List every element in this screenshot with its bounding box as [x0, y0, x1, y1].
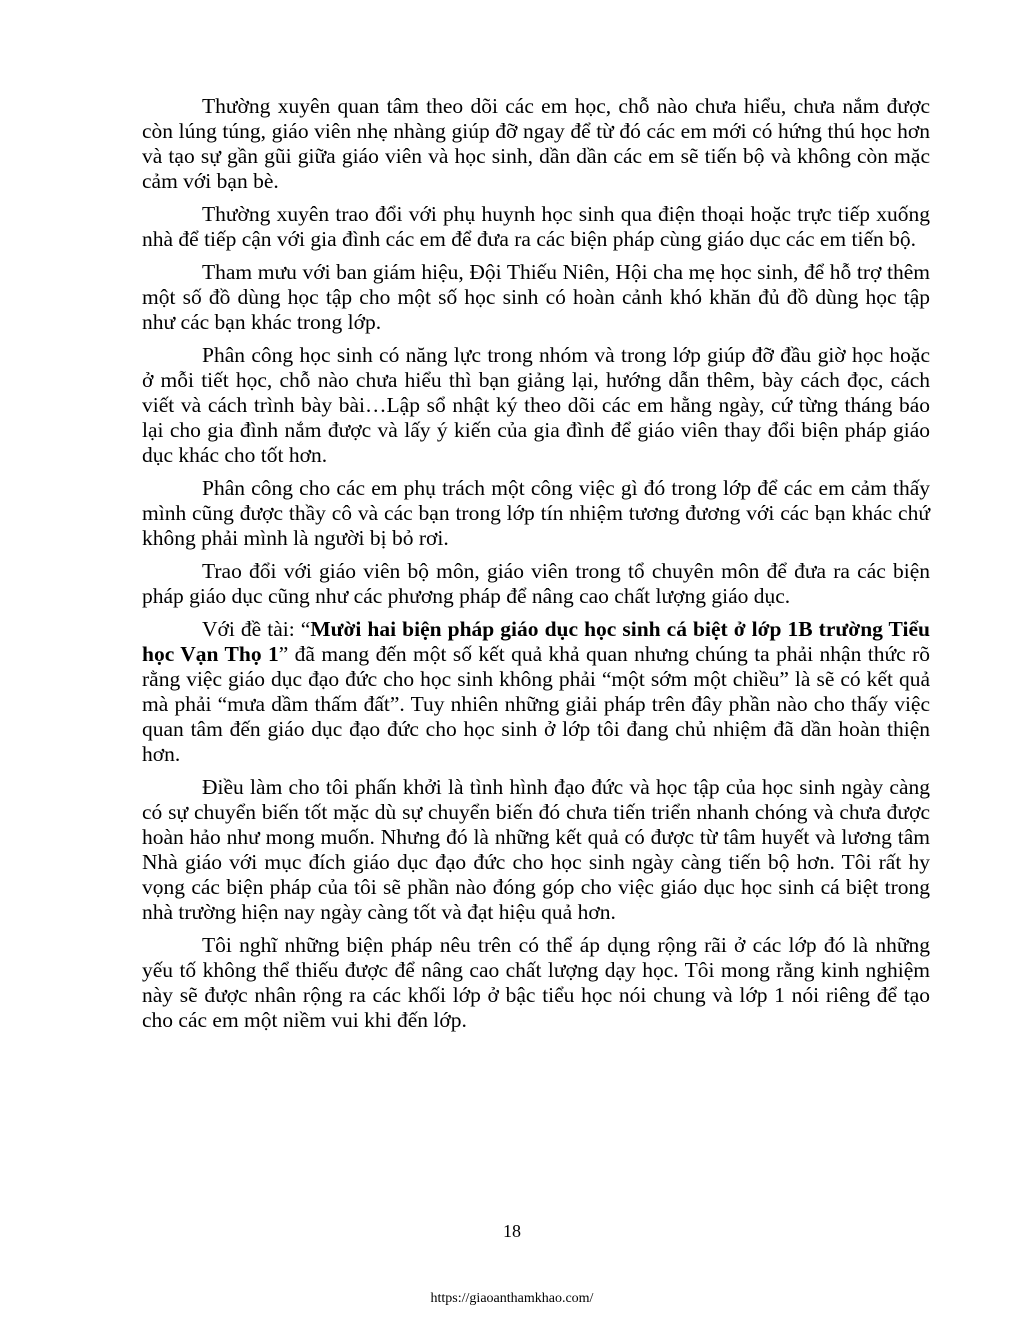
footer-url: https://giaoanthamkhao.com/: [430, 1291, 594, 1306]
topic-title: Mười hai biện pháp giáo dục học sinh cá biệt ở lớp 1B trường Tiểu học Vạn Thọ 1: [142, 617, 930, 666]
paragraph: Tham mưu với ban giám hiệu, Đội Thiếu Niên, Hội cha mẹ học sinh, để hỗ trợ thêm một số đồ dùng học tập cho một số học sinh có hoàn cảnh khó khăn đủ đồ dùng học tập như các bạn khác trong lớp.: [142, 260, 930, 334]
document-body: [142, 94, 930, 1041]
paragraph: Tôi nghĩ những biện pháp nêu trên có thể áp dụng rộng rãi ở các lớp đó là những yếu tố không thể thiếu được để nâng cao chất lượng dạy học. Tôi mong rằng kinh nghiệm này sẽ được nhân rộng ra các khối lớp ở bậc tiểu học nói chung và lớp 1 nói riêng để tạo cho các em một niềm vui khi đến lớp.: [142, 933, 930, 1032]
topic-paragraph: [142, 617, 930, 767]
paragraph: Phân công học sinh có năng lực trong nhóm và trong lớp giúp đỡ đầu giờ học hoặc ở mỗi tiết học, chỗ nào chưa hiểu thì bạn giảng lại, hướng dẫn thêm, bày cách đọc, cách viết và cách trình bày bài…Lập sổ nhật ký theo dõi các em hằng ngày, cứ từng tháng báo lại cho gia đình nắm được và lấy ý kiến của gia đình để giáo viên thay đổi biện pháp giáo dục khác cho tốt hơn.: [142, 343, 930, 467]
paragraph: Thường xuyên quan tâm theo dõi các em học, chỗ nào chưa hiểu, chưa nắm được còn lúng túng, giáo viên nhẹ nhàng giúp đỡ ngay để từ đó các em mới có hứng thú học hơn và tạo sự gần gũi giữa giáo viên và học sinh, dần dần các em sẽ tiến bộ và không còn mặc cảm với bạn bè.: [142, 94, 930, 193]
page-number: 18: [503, 1221, 521, 1241]
paragraph: Điều làm cho tôi phấn khởi là tình hình đạo đức và học tập của học sinh ngày càng có sự chuyển biến tốt mặc dù sự chuyển biến đó chưa tiến triển nhanh chóng và chưa được hoàn hảo như mong muốn. Nhưng đó là những kết quả có được từ tâm huyết và lương tâm Nhà giáo với mục đích giáo dục đạo đức cho học sinh ngày càng tiến bộ hơn. Tôi rất hy vọng các biện pháp của tôi sẽ phần nào đóng góp cho việc giáo dục học sinh cá biệt trong nhà trường hiện nay ngày càng tốt và đạt hiệu quả hơn.: [142, 775, 930, 924]
paragraph: Phân công cho các em phụ trách một công việc gì đó trong lớp để các em cảm thấy mình cũng được thầy cô và các bạn trong lớp tín nhiệm tương đương với các bạn khác chứ không phải mình là người bị bỏ rơi.: [142, 476, 930, 550]
topic-suffix: ” đã mang đến một số kết quả khả quan nhưng chúng ta phải nhận thức rõ rằng việc giáo dục đạo đức cho học sinh không phải “một sớm một chiều” là sẽ có kết quả mà phải “mưa dầm thấm đất”. Tuy nhiên những giải pháp trên đây phần nào cho thấy việc quan tâm đến giáo dục đạo đức cho học sinh ở lớp tôi đang chủ nhiệm đã dần hoàn thiện hơn.: [142, 642, 930, 766]
topic-prefix: Với đề tài: “: [202, 617, 311, 641]
paragraph: Thường xuyên trao đổi với phụ huynh học sinh qua điện thoại hoặc trực tiếp xuống nhà để tiếp cận với gia đình các em để đưa ra các biện pháp cùng giáo dục các em tiến bộ.: [142, 202, 930, 251]
paragraph: Trao đổi với giáo viên bộ môn, giáo viên trong tổ chuyên môn để đưa ra các biện pháp giáo dục cũng như các phương pháp để nâng cao chất lượng giáo dục.: [142, 559, 930, 608]
